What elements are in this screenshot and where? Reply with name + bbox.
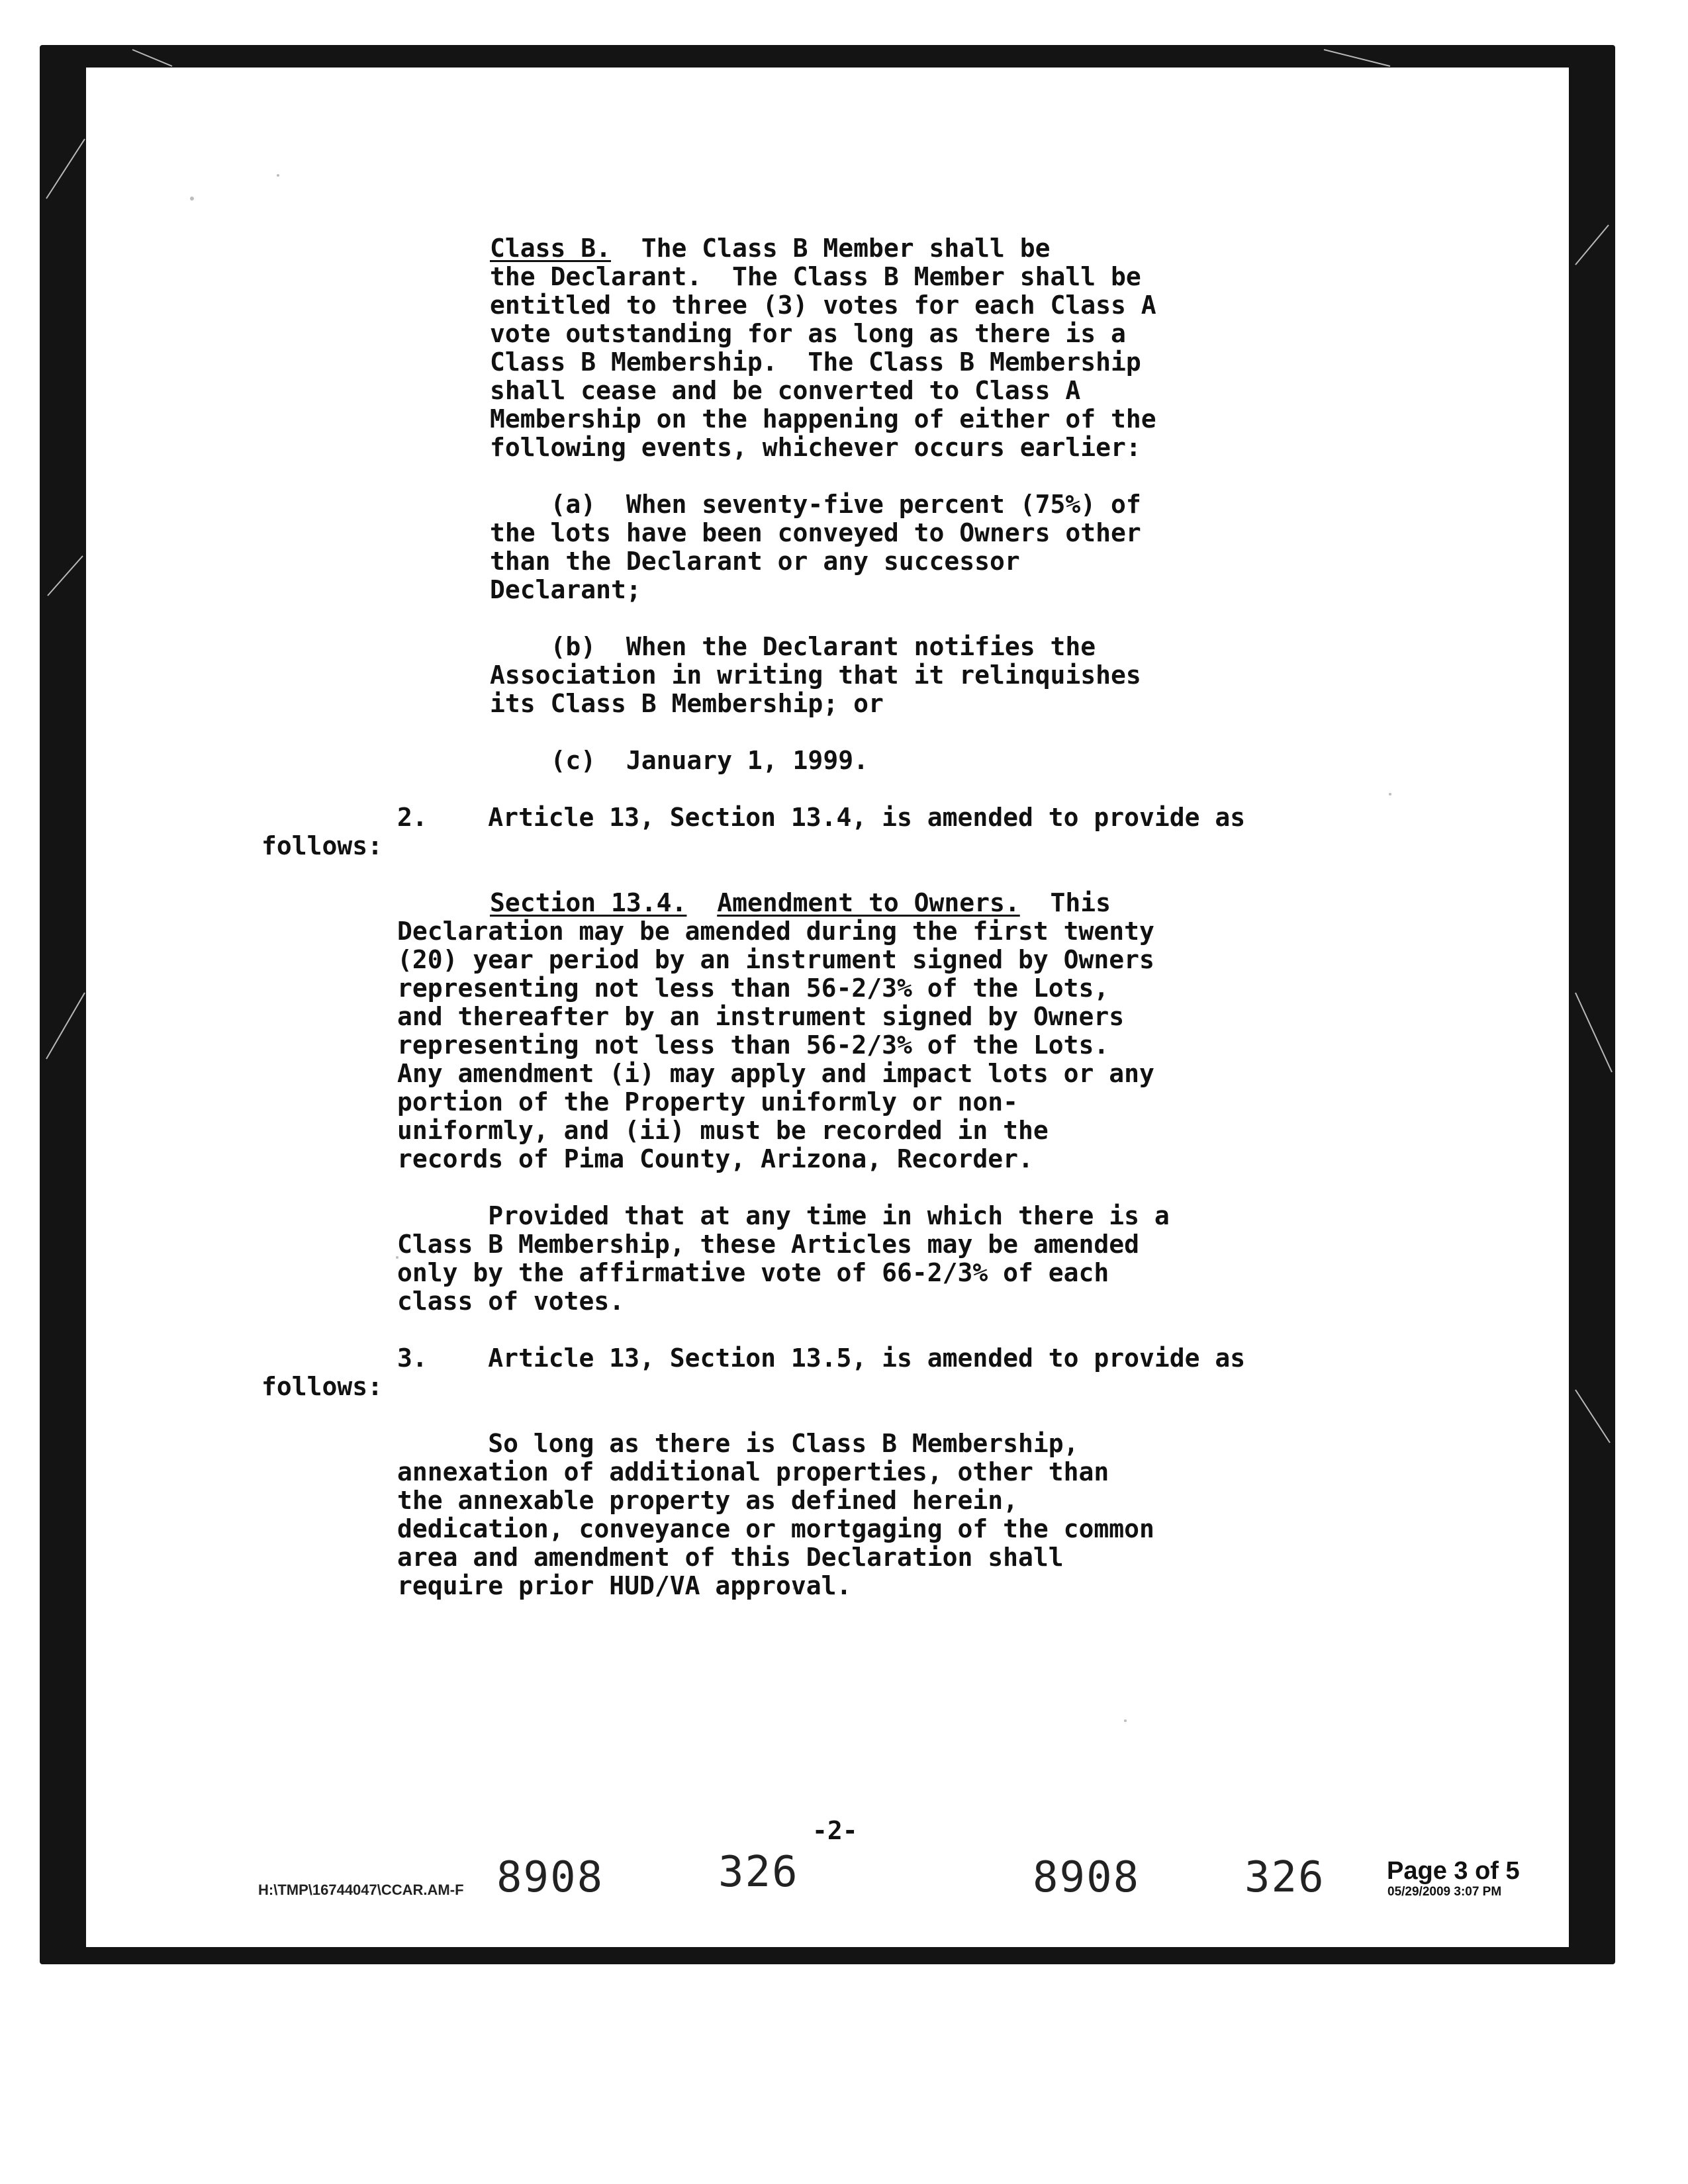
- section-13-4-line-2: (20) year period by an instrument signed by Owners: [397, 945, 1154, 974]
- section-13-4-line-3: representing not less than 56-2/3% of the Lots,: [397, 974, 1109, 1003]
- item-a-line-2: the lots have been conveyed to Owners other: [490, 518, 1141, 547]
- item-a-line-4: Declarant;: [490, 575, 641, 604]
- provided-line-2: Class B Membership, these Articles may be amended: [397, 1230, 1140, 1259]
- section-13-4-line-8: uniformly, and (ii) must be recorded in the: [397, 1116, 1049, 1145]
- provided-line-1: Provided that at any time in which there is a: [397, 1201, 1170, 1230]
- section-13-4-line-4: and thereafter by an instrument signed by Owners: [397, 1002, 1125, 1031]
- page-number: -2-: [812, 1816, 858, 1845]
- section-13-5-line-4: dedication, conveyance or mortgaging of the common: [397, 1514, 1154, 1543]
- page-of-label: Page 3 of 5: [1387, 1857, 1520, 1885]
- print-date: 05/29/2009 3:07 PM: [1387, 1885, 1502, 1899]
- class-b-line-2: entitled to three (3) votes for each Class A: [490, 291, 1156, 320]
- footer-file-path: H:\TMP\16744047\CCAR.AM-F: [258, 1882, 464, 1898]
- class-b-line-1: the Declarant. The Class B Member shall be: [490, 262, 1141, 291]
- section-13-4-line-1: Declaration may be amended during the first twenty: [397, 917, 1154, 946]
- class-b-paragraph: [490, 234, 1051, 263]
- recording-stamp-book-1: 8908: [496, 1853, 604, 1902]
- class-b-line-4: Class B Membership. The Class B Membership: [490, 347, 1141, 377]
- section-13-4-first-line: [490, 889, 1111, 917]
- section-13-5-line-1: So long as there is Class B Membership,: [397, 1429, 1079, 1458]
- section-13-4-subheading: Amendment to Owners.: [717, 888, 1020, 917]
- section-13-4-line-9: records of Pima County, Arizona, Recorder.: [397, 1144, 1033, 1173]
- item-b-line-2: Association in writing that it relinquishes: [490, 660, 1141, 690]
- section-13-5-line-5: area and amendment of this Declaration shall: [397, 1543, 1064, 1572]
- section-13-4-line-5: representing not less than 56-2/3% of the Lots.: [397, 1030, 1109, 1060]
- item-a-line-1: (a) When seventy-five percent (75%) of: [490, 490, 1141, 519]
- recording-stamp-page-1: 326: [718, 1848, 799, 1897]
- para-2-line-2: follows:: [261, 831, 383, 860]
- item-a-line-3: than the Declarant or any successor: [490, 547, 1020, 576]
- class-b-line-3: vote outstanding for as long as there is a: [490, 319, 1126, 348]
- section-13-4-line-6: Any amendment (i) may apply and impact lots or any: [397, 1059, 1154, 1088]
- class-b-line-7: following events, whichever occurs earlier:: [490, 433, 1141, 462]
- class-b-line-6: Membership on the happening of either of the: [490, 404, 1156, 433]
- para-3-line-2: follows:: [261, 1372, 383, 1401]
- provided-line-3: only by the affirmative vote of 66-2/3% of each: [397, 1258, 1109, 1287]
- section-13-4-first-rest: This: [1019, 888, 1111, 917]
- item-b-line-3: its Class B Membership; or: [490, 689, 884, 718]
- para-2-line-1: 2. Article 13, Section 13.4, is amended to provide as: [397, 803, 1246, 832]
- section-13-4-heading: Section 13.4.: [490, 888, 687, 917]
- class-b-first-line: The Class B Member shall be: [611, 234, 1051, 263]
- item-c: (c) January 1, 1999.: [490, 746, 868, 775]
- section-13-5-line-6: require prior HUD/VA approval.: [397, 1571, 852, 1600]
- section-13-5-line-2: annexation of additional properties, other than: [397, 1457, 1109, 1486]
- recording-stamp-page-2: 326: [1244, 1853, 1325, 1902]
- section-13-4-line-7: portion of the Property uniformly or non-: [397, 1087, 1018, 1116]
- item-b-line-1: (b) When the Declarant notifies the: [490, 632, 1096, 661]
- recording-stamp-book-2: 8908: [1033, 1853, 1141, 1902]
- class-b-heading: Class B.: [490, 234, 612, 263]
- para-3-line-1: 3. Article 13, Section 13.5, is amended to provide as: [397, 1343, 1246, 1373]
- provided-line-4: class of votes.: [397, 1287, 625, 1316]
- section-13-5-line-3: the annexable property as defined herein,: [397, 1486, 1018, 1515]
- class-b-line-5: shall cease and be converted to Class A: [490, 376, 1081, 405]
